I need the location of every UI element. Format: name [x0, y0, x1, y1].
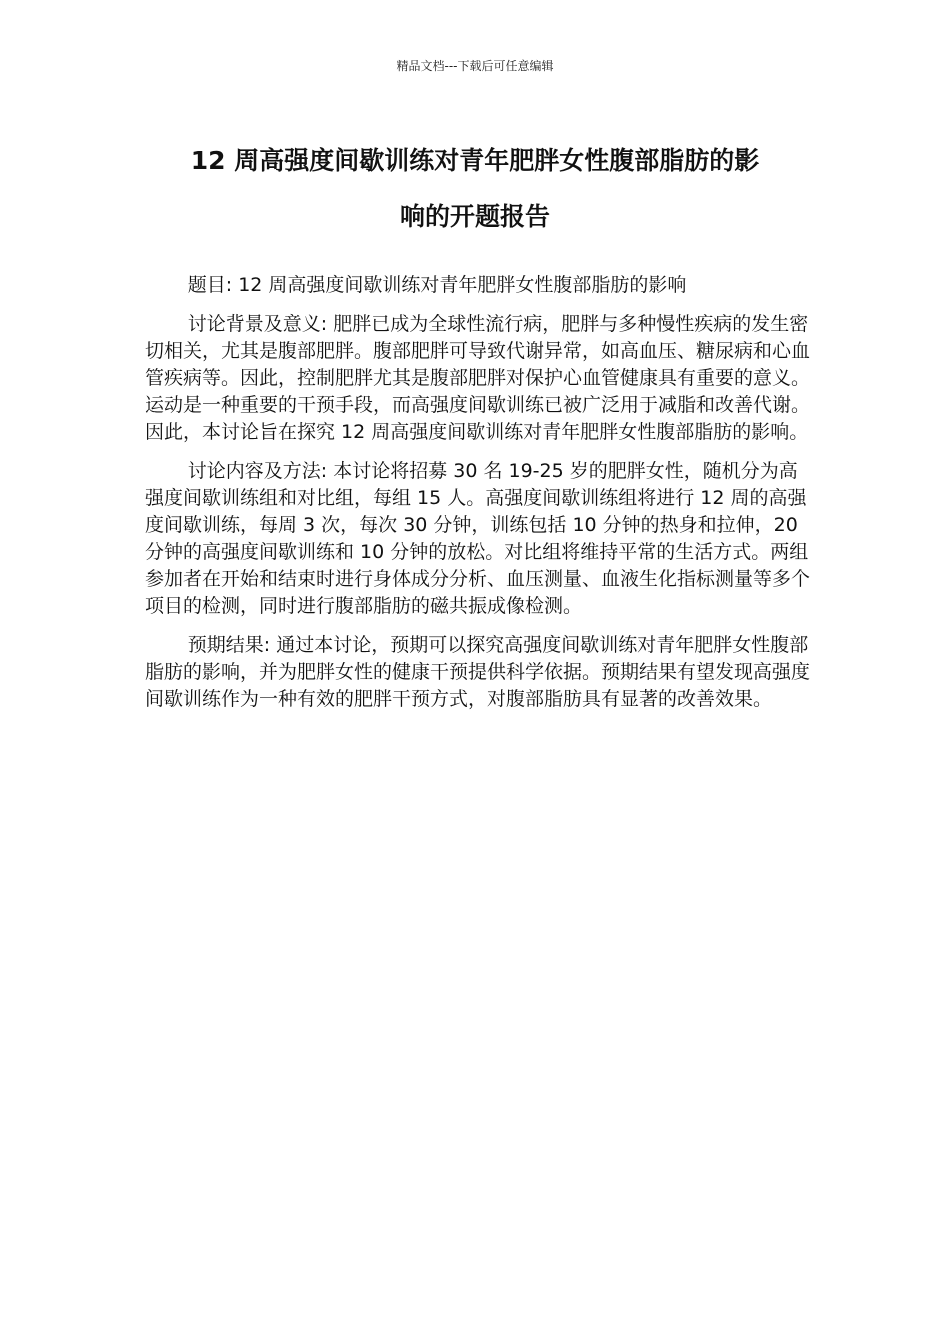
topic-label: 题目: [187, 274, 233, 296]
methods-paragraph [145, 458, 810, 620]
expected-results-label: 预期结果: [187, 634, 271, 656]
background-paragraph [145, 311, 810, 446]
document-body [145, 272, 810, 725]
document-title [140, 133, 810, 245]
header-note: 精品文档---下载后可任意编辑 [396, 59, 554, 73]
title-line-1: 12 周高强度间歇训练对青年肥胖女性腹部脂肪的影 [190, 146, 760, 175]
methods-label: 讨论内容及方法: [187, 460, 328, 482]
background-text: 肥胖已成为全球性流行病，肥胖与多种慢性疾病的发生密切相关，尤其是腹部肥胖。腹部肥胖可导致代谢异常，如高血压、糖尿病和心血管疾病等。因此，控制肥胖尤其是腹部肥胖对保护心血管健康具有重要的意义。运动是一种重要的干预手段，而高强度间歇训练已被广泛用于减脂和改善代谢。因此，本讨论旨在探究 12 周高强度间歇训练对青年肥胖女性腹部脂肪的影响。 [145, 313, 811, 443]
topic-paragraph [145, 272, 810, 299]
title-line-2: 响的开题报告 [399, 202, 550, 231]
methods-text: 本讨论将招募 30 名 19-25 岁的肥胖女性，随机分为高强度间歇训练组和对比组，每组 15 人。高强度间歇训练组将进行 12 周的高强度间歇训练，每周 3 次，每次 30 分钟，训练包括 10 分钟的热身和拉伸，20 分钟的高强度间歇训练和 10 分钟的放松。对比组将维持平常的生活方式。两组参加者在开始和结束时进行身体成分分析、血压测量、血液生化指标测量等多个项目的检测，同时进行腹部脂肪的磁共振成像检测。 [145, 460, 811, 617]
expected-results-text: 通过本讨论，预期可以探究高强度间歇训练对青年肥胖女性腹部脂肪的影响，并为肥胖女性的健康干预提供科学依据。预期结果有望发现高强度间歇训练作为一种有效的肥胖干预方式，对腹部脂肪具有显著的改善效果。 [145, 634, 811, 710]
expected-results-paragraph [145, 632, 810, 713]
topic-text: 12 周高强度间歇训练对青年肥胖女性腹部脂肪的影响 [232, 274, 687, 296]
background-label: 讨论背景及意义: [187, 313, 328, 335]
